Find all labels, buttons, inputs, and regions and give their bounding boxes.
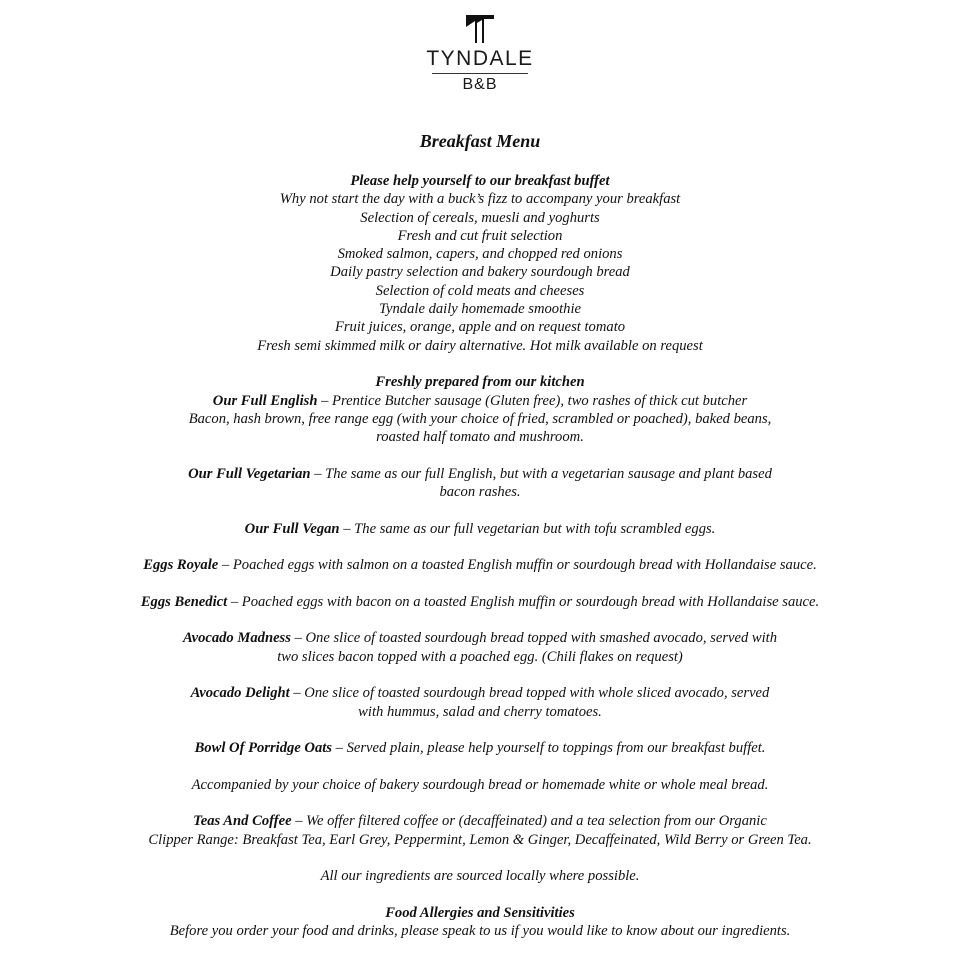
dish-description: Bacon, hash brown, free range egg (with your choice of fried, scrambled or poached), baked beans,: [188, 410, 772, 427]
buffet-item: Why not start the day with a buck’s fizz to accompany your breakfast: [279, 191, 681, 208]
dish-name: Avocado Delight: [190, 685, 290, 702]
dish-name: Eggs Royale: [143, 557, 219, 574]
dish-name: Eggs Benedict: [140, 593, 228, 610]
dish-avocado-delight: [0, 684, 960, 721]
logo: [0, 14, 960, 93]
menu-title: Breakfast Menu: [419, 131, 541, 151]
dish-description: Clipper Range: Breakfast Tea, Earl Grey, Peppermint, Lemon & Ginger, Decaffeinated, Wild Berry or Green Tea.: [148, 831, 812, 848]
buffet-item: Daily pastry selection and bakery sourdough bread: [330, 264, 630, 281]
dish-description: – Poached eggs with bacon on a toasted English muffin or sourdough bread with Hollandaise sauce.: [227, 593, 820, 610]
dish-name: Bowl Of Porridge Oats: [194, 740, 332, 757]
dish-name: Avocado Madness: [182, 630, 291, 647]
buffet-item: Fresh and cut fruit selection: [397, 227, 563, 244]
dish-description: – Prentice Butcher sausage (Gluten free), two rashes of thick cut butcher: [317, 392, 748, 409]
buffet-item: Smoked salmon, capers, and chopped red onions: [337, 246, 623, 263]
dish-eggs-royale: [0, 556, 960, 574]
local-sourcing-note: All our ingredients are sourced locally where possible.: [320, 868, 640, 885]
dish-name: Our Full Vegan: [244, 520, 340, 537]
dish-description: – One slice of toasted sourdough bread topped with whole sliced avocado, served: [289, 685, 770, 702]
dish-description: – Served plain, please help yourself to toppings from our breakfast buffet.: [332, 740, 766, 757]
tyndale-logo-mark-icon: [465, 14, 495, 44]
dish-name: Our Full Vegetarian: [188, 465, 311, 482]
dish-description: – The same as our full vegetarian but with tofu scrambled eggs.: [339, 520, 716, 537]
breakfast-menu: [0, 128, 960, 940]
dish-full-english: [0, 392, 960, 447]
buffet-item: Fruit juices, orange, apple and on request tomato: [334, 319, 626, 336]
dish-description: – We offer filtered coffee or (decaffeinated) and a tea selection from our Organic: [291, 813, 767, 830]
kitchen-heading: Freshly prepared from our kitchen: [375, 374, 585, 391]
dish-description: – Poached eggs with salmon on a toasted English muffin or sourdough bread with Hollandaise sauce.: [218, 557, 817, 574]
dish-full-vegetarian: [0, 465, 960, 502]
teas-and-coffee: [0, 812, 960, 849]
dish-eggs-benedict: [0, 593, 960, 611]
dish-name: Our Full English: [212, 392, 318, 409]
buffet-heading: Please help yourself to our breakfast buffet: [350, 173, 610, 189]
dish-full-vegan: [0, 520, 960, 538]
dish-name: Teas And Coffee: [193, 813, 292, 830]
brand-subtitle: B&B: [462, 76, 498, 93]
brand-name: TYNDALE: [426, 47, 534, 70]
buffet-item: Tyndale daily homemade smoothie: [379, 301, 581, 318]
buffet-list: [0, 190, 960, 355]
dish-porridge-oats: [0, 739, 960, 757]
bread-note: Accompanied by your choice of bakery sourdough bread or homemade white or whole meal bread.: [191, 776, 769, 793]
logo-divider: [432, 73, 528, 74]
dish-description: with hummus, salad and cherry tomatoes.: [358, 703, 602, 720]
dish-avocado-madness: [0, 629, 960, 666]
allergies-heading: Food Allergies and Sensitivities: [385, 904, 575, 921]
buffet-item: Selection of cereals, muesli and yoghurts: [360, 209, 600, 226]
dish-description: two slices bacon topped with a poached egg. (Chili flakes on request): [277, 648, 683, 665]
allergies-text: Before you order your food and drinks, please speak to us if you would like to know about our ingredients.: [169, 923, 791, 940]
dish-description: bacon rashes.: [439, 484, 521, 501]
dish-description: roasted half tomato and mushroom.: [376, 429, 584, 446]
buffet-item: Fresh semi skimmed milk or dairy alternative. Hot milk available on request: [257, 337, 703, 354]
dish-description: – One slice of toasted sourdough bread topped with smashed avocado, served with: [290, 630, 778, 647]
buffet-item: Selection of cold meats and cheeses: [375, 282, 585, 299]
dish-description: – The same as our full English, but with a vegetarian sausage and plant based: [310, 465, 772, 482]
